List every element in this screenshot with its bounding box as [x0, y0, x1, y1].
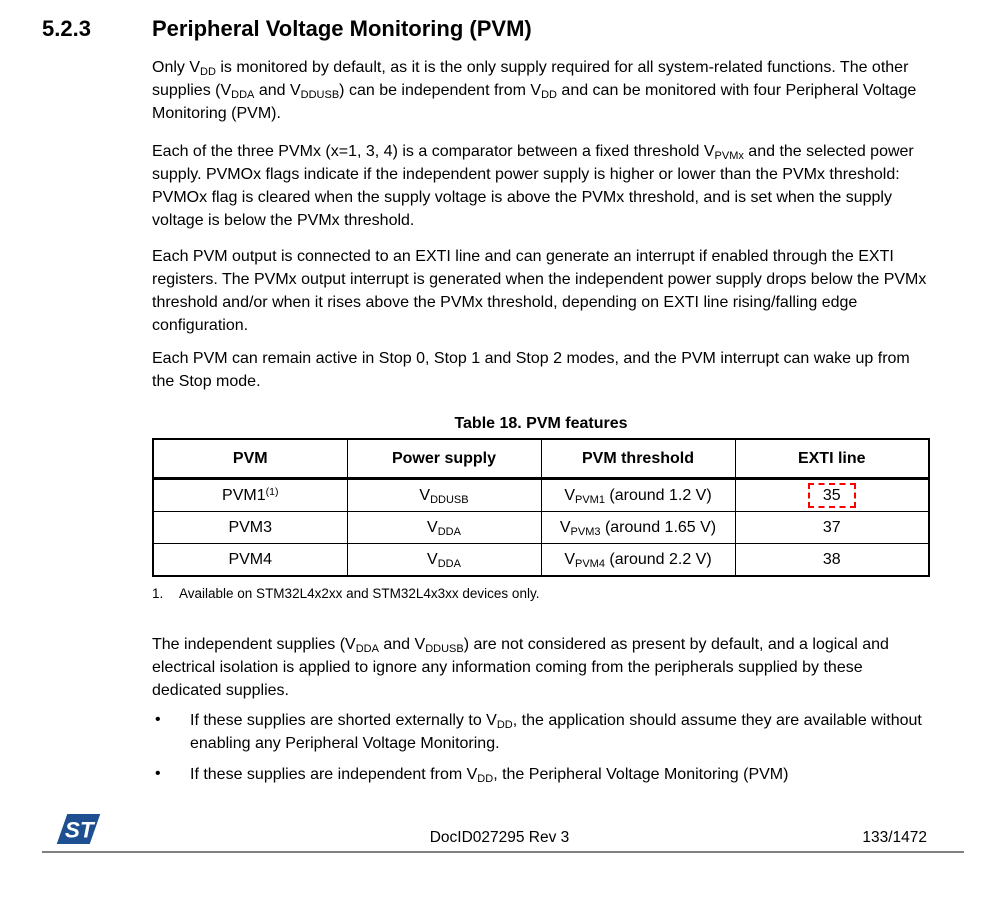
cell-pvm4: PVM4	[153, 544, 347, 577]
table-footnote	[152, 585, 930, 603]
paragraph-4: Each PVM can remain active in Stop 0, Stop 1 and Stop 2 modes, and the PVM interrupt can wake up from the Stop mode.	[152, 350, 910, 390]
bullet-text: If these supplies are independent from $V_{DD}$, the Peripheral Voltage Monitoring (PVM)	[190, 766, 789, 785]
bullet-icon: •	[155, 711, 161, 728]
cell-pvm3-exti: 37	[735, 512, 929, 544]
bullet-text: If these supplies are shorted externally to $V_{DD}$, the application should assume they are available without enabling any Peripheral Voltage Monitoring.	[190, 712, 922, 752]
cell-pvm1-exti	[735, 479, 929, 512]
paragraph-2: Each of the three PVMx (x=1, 3, 4) is a comparator between a fixed threshold $V_{PVMx}$ and the selected power supply. PVMOx flags indicate if the independent power supply is higher or lower than the PVMx threshold: PVMOx flag is cleared when the supply voltage is above the PVMx threshold, and is set when the supply voltage is below the PVMx threshold.	[152, 143, 914, 229]
list-item	[152, 763, 930, 786]
table-header-pvm: PVM	[153, 439, 347, 479]
exti-line-value: 35	[822, 487, 841, 504]
cell-pvm4-exti: 38	[735, 544, 929, 577]
cell-pvm1-supply: $V_{DDUSB}$	[347, 479, 541, 512]
after-table-paragraph: The independent supplies ($V_{DDA}$ and $V_{DDUSB}$) are not considered as present by default, and a logical and electrical isolation is applied to ignore any information coming from the peripherals supplied by these dedicated supplies.	[152, 636, 889, 699]
footer-doc-id: DocID027295 Rev 3	[429, 829, 570, 846]
st-logo-text: ST	[64, 817, 94, 843]
bullet-icon: •	[155, 765, 161, 782]
cell-pvm1: PVM1$^{(1)}$	[153, 479, 347, 512]
body-content	[152, 56, 930, 786]
table-row	[153, 544, 929, 577]
highlight-box	[808, 483, 856, 508]
footnote-marker: 1.	[152, 586, 164, 601]
table-header-pvm-threshold: PVM threshold	[541, 439, 735, 479]
table-header-power-supply: Power supply	[347, 439, 541, 479]
page-title: Peripheral Voltage Monitoring (PVM)	[152, 16, 532, 41]
cell-pvm4-supply: $V_{DDA}$	[347, 544, 541, 577]
cell-pvm4-threshold: $V_{PVM4}$ (around 2.2 V)	[541, 544, 735, 577]
table-row	[153, 512, 929, 544]
pvm-features-table	[152, 438, 930, 577]
footer-divider	[42, 851, 964, 853]
footnote-text: Available on STM32L4x2xx and STM32L4x3xx devices only.	[179, 586, 540, 601]
table-header-exti-line: EXTI line	[735, 439, 929, 479]
table-caption: Table 18. PVM features	[454, 415, 628, 432]
section-heading	[42, 16, 962, 44]
cell-pvm1-threshold: $V_{PVM1}$ (around 1.2 V)	[541, 479, 735, 512]
paragraph-3: Each PVM output is connected to an EXTI line and can generate an interrupt if enabled through the EXTI registers. The PVMx output interrupt is generated when the independent power supply drops below the PVMx threshold and/or when it rises above the PVMx threshold, depending on EXTI line rising/falling edge configuration.	[152, 248, 927, 334]
cell-pvm3-supply: $V_{DDA}$	[347, 512, 541, 544]
table-header-row	[153, 439, 929, 479]
cell-pvm3: PVM3	[153, 512, 347, 544]
footer-page-number: 133/1472	[862, 829, 927, 846]
section-number: 5.2.3	[42, 16, 91, 41]
paragraph-1: Only $V_{DD}$ is monitored by default, as it is the only supply required for all system-related functions. The other supplies ($V_{DDA}$ and $V_{DDUSB}$) can be independent from $V_{DD}$ and can be monitored with four Peripheral Voltage Monitoring (PVM).	[152, 59, 917, 122]
list-item	[152, 709, 930, 755]
table-row	[153, 479, 929, 512]
cell-pvm3-threshold: $V_{PVM3}$ (around 1.65 V)	[541, 512, 735, 544]
